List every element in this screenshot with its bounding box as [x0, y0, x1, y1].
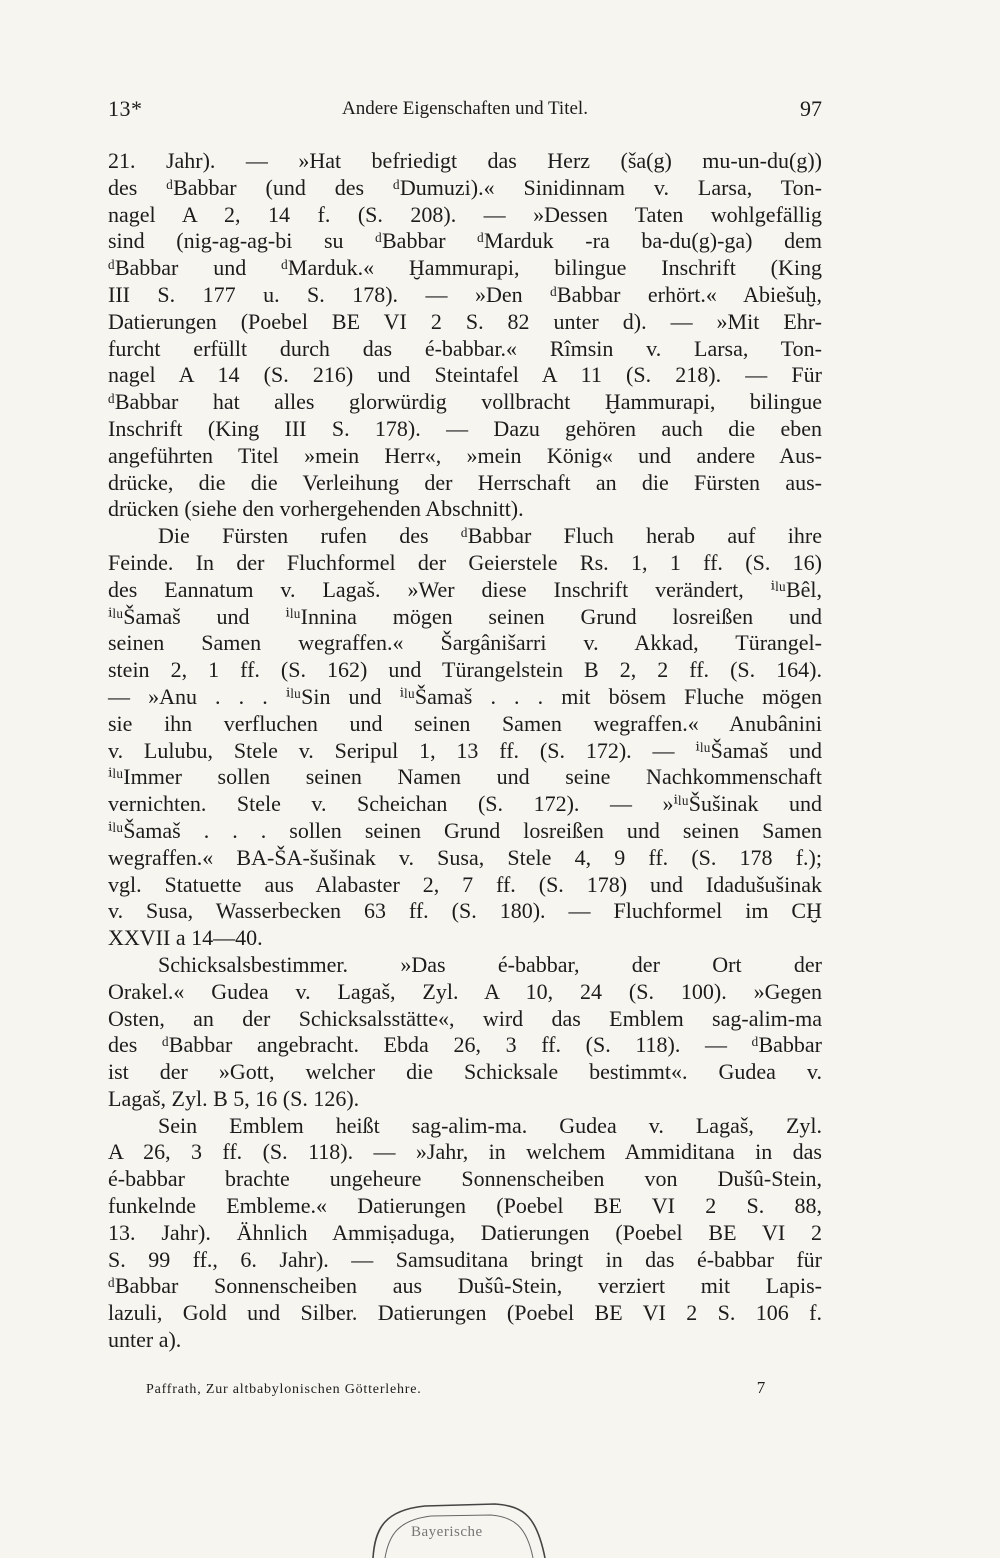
text-line: XXVII a 14—40. — [108, 925, 263, 951]
text-line: ⁱˡᵘŠamaš . . . sollen seinen Grund losreißen und seinen Samen — [108, 817, 822, 843]
text-line: drücke, die die Verleihung der Herrschaft an die Fürsten aus- — [108, 469, 822, 495]
text-line: Datierungen (Poebel BE VI 2 S. 82 unter d). — »Mit Ehr- — [108, 308, 822, 334]
text-line: 13. Jahr). Ähnlich Ammiṣaduga, Datierungen (Poebel BE VI 2 — [108, 1219, 822, 1245]
text-line: ᵈBabbar hat alles glorwürdig vollbracht Ḫammurapi, bilingue — [108, 389, 822, 415]
text-line: ⁱˡᵘImmer sollen seinen Namen und seine Nachkommenschaft — [108, 764, 822, 790]
text-line: Schicksalsbestimmer. »Das é-babbar, der Ort der — [158, 951, 822, 977]
text-line: nagel A 2, 14 f. (S. 208). — »Dessen Taten wohlgefällig — [108, 201, 822, 227]
text-line: lazuli, Gold und Silber. Datierungen (Poebel BE VI 2 S. 106 f. — [108, 1300, 822, 1326]
body-text — [108, 148, 822, 1354]
text-line: é-babbar brachte ungeheure Sonnenscheiben von Dušû-Stein, — [108, 1166, 822, 1192]
text-line: v. Susa, Wasserbecken 63 ff. (S. 180). — Fluchformel im CḪ — [108, 898, 822, 924]
text-line: ᵈBabbar Sonnenscheiben aus Dušû-Stein, verziert mit Lapis- — [108, 1273, 822, 1299]
text-line: ⁱˡᵘŠamaš und ⁱˡᵘInnina mögen seinen Grund losreißen und — [108, 603, 822, 629]
page-number: 97 — [800, 96, 822, 121]
text-line: ist der »Gott, welcher die Schicksale bestimmt«. Gudea v. — [108, 1059, 822, 1085]
text-line: drücken (siehe den vorhergehenden Abschnitt). — [108, 496, 524, 522]
text-line: stein 2, 1 ff. (S. 162) und Türangelstein B 2, 2 ff. (S. 164). — [108, 657, 822, 683]
text-line: vgl. Statuette aus Alabaster 2, 7 ff. (S. 178) und Idadušušinak — [108, 871, 822, 897]
sheet-number: 7 — [756, 1378, 766, 1397]
library-stamp — [365, 1498, 550, 1558]
text-line: angeführten Titel »mein Herr«, »mein König« und andere Aus- — [108, 442, 822, 468]
text-line: v. Lulubu, Stele v. Seripul 1, 13 ff. (S. 172). — ⁱˡᵘŠamaš und — [108, 737, 822, 763]
text-line: funkelnde Embleme.« Datierungen (Poebel BE VI 2 S. 88, — [108, 1193, 822, 1219]
text-line: vernichten. Stele v. Scheichan (S. 172). — »ⁱˡᵘŠušinak und — [108, 791, 822, 817]
text-line: A 26, 3 ff. (S. 118). — »Jahr, in welchem Ammiditana in das — [108, 1139, 822, 1165]
text-line: des Eannatum v. Lagaš. »Wer diese Inschrift verändert, ⁱˡᵘBêl, — [108, 576, 822, 602]
footer-source: Paffrath, Zur altbabylonischen Götterlehre. — [146, 1382, 422, 1397]
running-title: Andere Eigenschaften und Titel. — [342, 98, 588, 119]
text-line: ᵈBabbar und ᵈMarduk.« Ḫammurapi, bilingue Inschrift (King — [108, 255, 822, 281]
text-line: nagel A 14 (S. 216) und Steintafel A 11 (S. 218). — Für — [108, 362, 822, 388]
text-line: 21. Jahr). — »Hat befriedigt das Herz (ša(g) mu-un-du(g)) — [108, 148, 822, 173]
text-line: sind (nig-ag-ag-bi su ᵈBabbar ᵈMarduk -ra ba-du(g)-ga) dem — [108, 228, 822, 254]
text-line: Osten, an der Schicksalsstätte«, wird das Emblem sag-alim-ma — [108, 1005, 822, 1031]
text-line: Sein Emblem heißt sag-alim-ma. Gudea v. Lagaš, Zyl. — [158, 1112, 822, 1138]
text-line: Lagaš, Zyl. B 5, 16 (S. 126). — [108, 1085, 360, 1111]
page-footer — [146, 1378, 766, 1406]
signature-mark: 13* — [108, 96, 143, 121]
text-line: — »Anu . . . ⁱˡᵘSin und ⁱˡᵘŠamaš . . . mit bösem Fluche mögen — [108, 683, 822, 709]
text-line: seinen Samen wegraffen.« Šargânišarri v. Akkad, Türangel- — [108, 630, 822, 656]
text-line: unter a). — [108, 1327, 182, 1353]
text-line: des ᵈBabbar angebracht. Ebda 26, 3 ff. (S. 118). — ᵈBabbar — [108, 1032, 822, 1058]
text-line: S. 99 ff., 6. Jahr). — Samsuditana bringt in das é-babbar für — [108, 1246, 822, 1272]
text-line: Die Fürsten rufen des ᵈBabbar Fluch herab auf ihre — [158, 523, 822, 549]
text-line: III S. 177 u. S. 178). — »Den ᵈBabbar erhört.« Abiešuḫ, — [108, 281, 822, 307]
text-line: Orakel.« Gudea v. Lagaš, Zyl. A 10, 24 (S. 100). »Gegen — [108, 978, 822, 1004]
text-line: des ᵈBabbar (und des ᵈDumuzi).« Sinidinnam v. Larsa, Ton- — [108, 174, 822, 200]
text-line: Inschrift (King III S. 178). — Dazu gehören auch die eben — [108, 415, 822, 441]
stamp-text: Bayerische — [411, 1524, 483, 1540]
text-line: wegraffen.« BA-ŠA-šušinak v. Susa, Stele 4, 9 ff. (S. 178 f.); — [108, 844, 822, 870]
text-line: furcht erfüllt durch das é-babbar.« Rîmsin v. Larsa, Ton- — [108, 335, 822, 361]
page-header — [108, 96, 822, 130]
text-line: Feinde. In der Fluchformel der Geierstele Rs. 1, 1 ff. (S. 16) — [108, 549, 822, 575]
text-line: sie ihn verfluchen und seinen Samen wegraffen.« Anubânini — [108, 710, 822, 736]
